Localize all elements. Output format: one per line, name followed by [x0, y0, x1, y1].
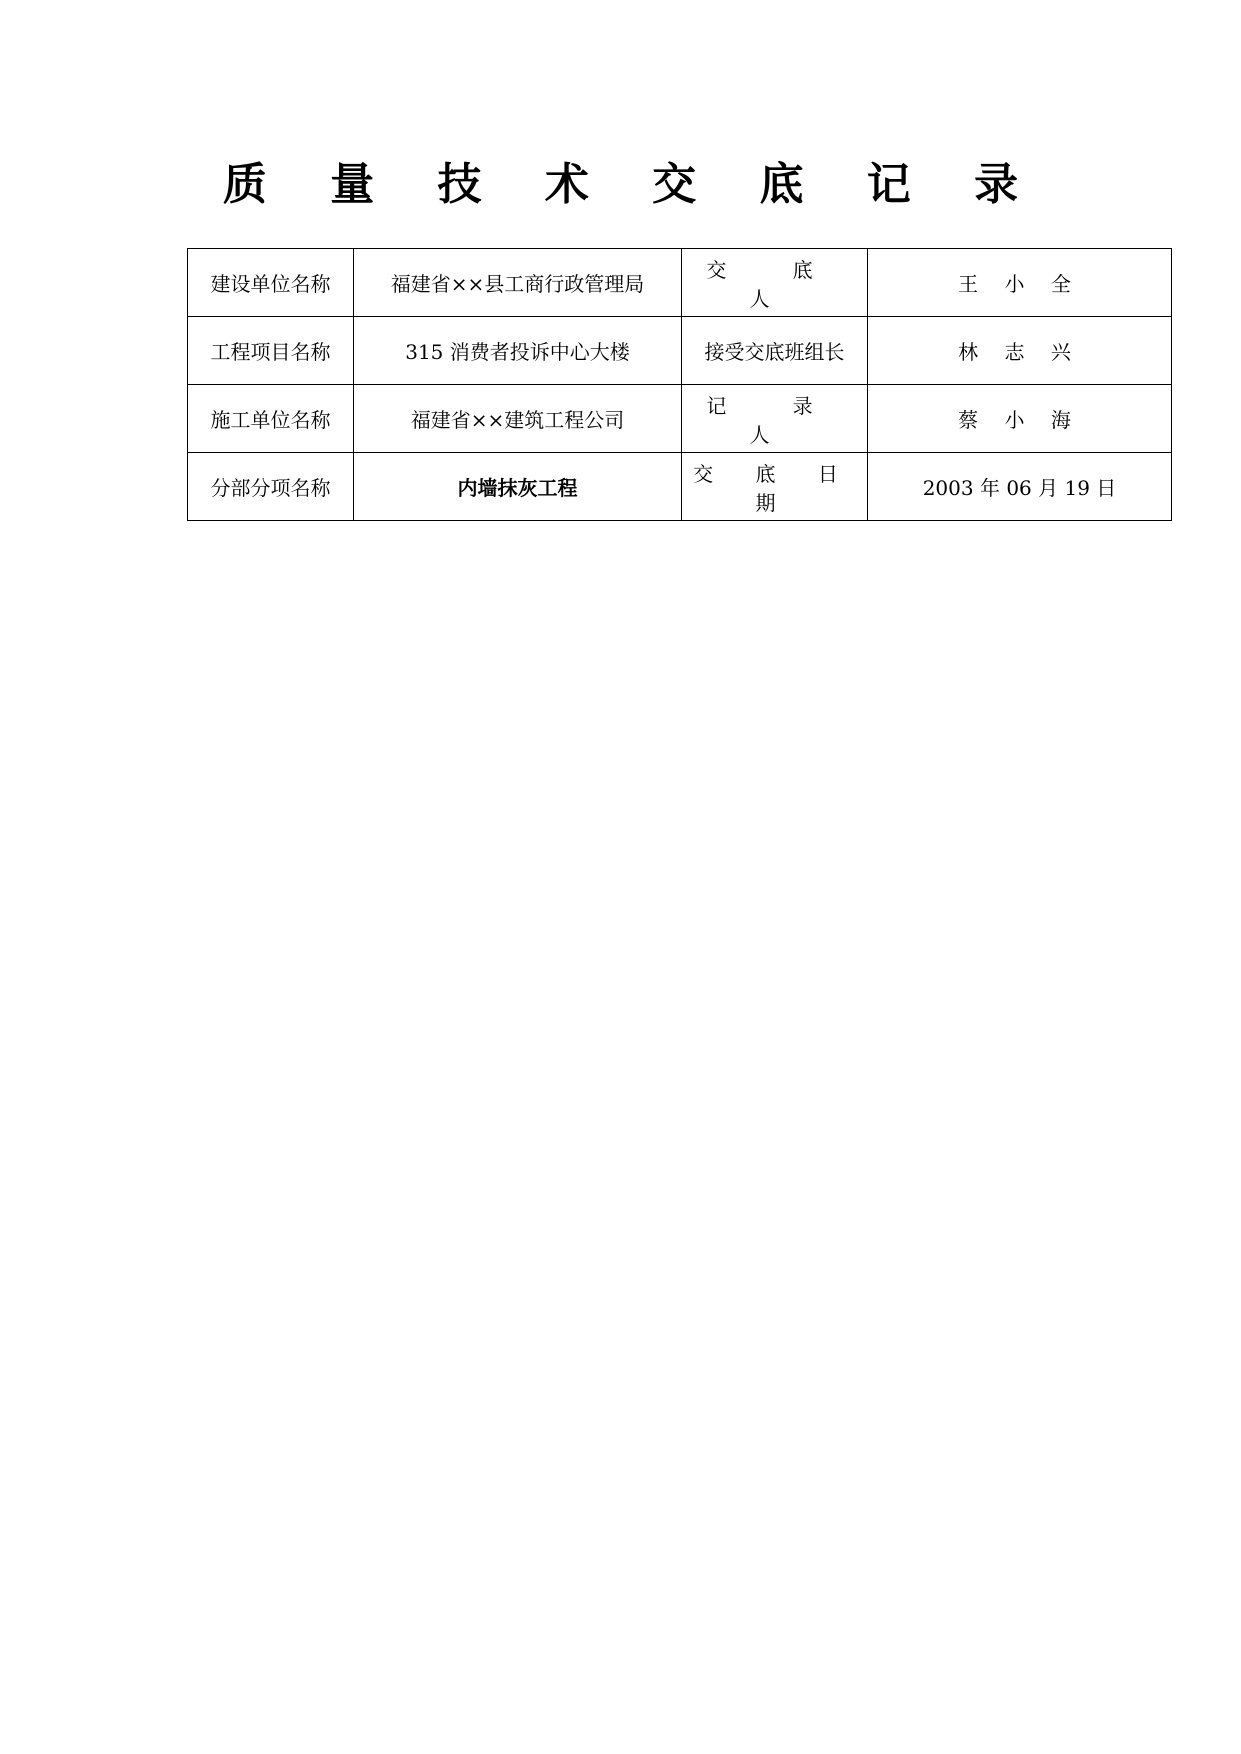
table-row — [188, 385, 1172, 453]
table-row — [188, 249, 1172, 317]
project-name-value: 315 消费者投诉中心大楼 — [354, 317, 682, 385]
builder-unit-label: 施工单位名称 — [188, 385, 354, 453]
team-leader-label: 接受交底班组长 — [682, 317, 868, 385]
document-title: 质 量 技 术 交 底 记 录 — [222, 159, 1043, 210]
team-leader-value: 林 志 兴 — [868, 317, 1172, 385]
briefing-date-label: 交 底 日 期 — [682, 453, 868, 521]
sub-item-label: 分部分项名称 — [188, 453, 354, 521]
builder-unit-value: 福建省××建筑工程公司 — [354, 385, 682, 453]
record-table — [187, 248, 1172, 521]
recorder-value: 蔡 小 海 — [868, 385, 1172, 453]
sub-item-value: 内墙抹灰工程 — [354, 453, 682, 521]
briefer-value: 王 小 全 — [868, 249, 1172, 317]
construction-unit-label: 建设单位名称 — [188, 249, 354, 317]
project-name-label: 工程项目名称 — [188, 317, 354, 385]
table-row — [188, 453, 1172, 521]
construction-unit-value: 福建省××县工商行政管理局 — [354, 249, 682, 317]
briefer-label: 交 底 人 — [682, 249, 868, 317]
table-row — [188, 317, 1172, 385]
recorder-label: 记 录 人 — [682, 385, 868, 453]
briefing-date-value: 2003 年 06 月 19 日 — [868, 453, 1172, 521]
